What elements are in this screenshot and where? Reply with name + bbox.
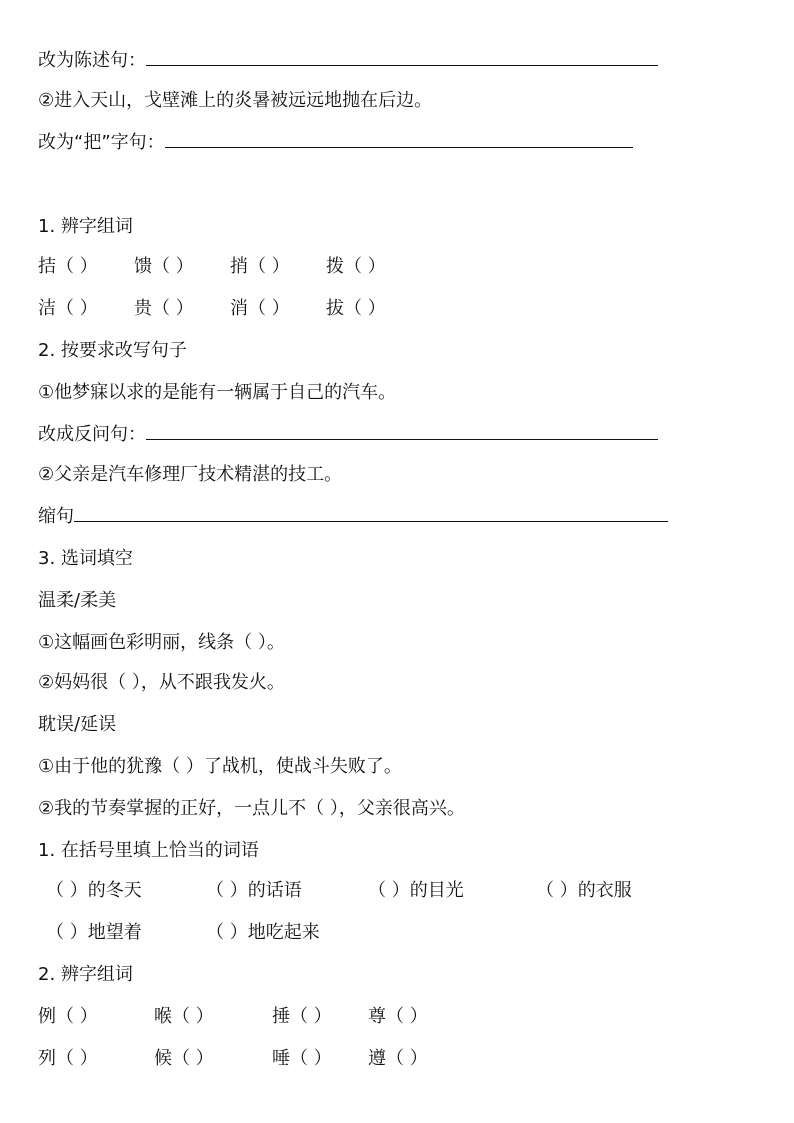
char-item: 贵（ ） — [134, 298, 194, 319]
char-item: 唾（ ） — [272, 1048, 332, 1069]
sentence-tianshan: ②进入天山，戈壁滩上的炎暑被远远地抛在后边。 — [38, 90, 433, 111]
word-item: ②我的节奏掌握的正好，一点儿不（ ），父亲很高兴。 — [38, 798, 465, 819]
phrase-row-1 — [38, 876, 758, 906]
char-item: 拔（ ） — [326, 298, 386, 319]
char2-row-2 — [38, 1044, 758, 1074]
section-heading-rewrite: 2. 按要求改写句子 — [38, 340, 187, 361]
phrase-item: （ ）地望着 — [46, 922, 142, 943]
char-item: 候（ ） — [154, 1048, 214, 1069]
char-row-2 — [38, 294, 758, 324]
section-heading-bianzi-2: 2. 辨字组词 — [38, 964, 133, 985]
answer-blank[interactable] — [146, 47, 658, 66]
section-heading-choose-word: 3. 选词填空 — [38, 548, 133, 569]
char-item: 捎（ ） — [230, 256, 290, 277]
word-item: ①由于他的犹豫（ ）了战机，使战斗失败了。 — [38, 756, 402, 777]
rewrite-ba-line — [38, 128, 633, 158]
answer-blank[interactable] — [74, 503, 668, 522]
char2-row-1 — [38, 1002, 758, 1032]
char-item: 馈（ ） — [134, 256, 194, 277]
phrase-item: （ ）的目光 — [368, 880, 464, 901]
char-item: 例（ ） — [38, 1006, 98, 1027]
phrase-item: （ ）地吃起来 — [206, 922, 320, 943]
char-row-1 — [38, 252, 758, 282]
phrase-item: （ ）的衣服 — [536, 880, 632, 901]
word-group-2: 耽误/延误 — [38, 714, 117, 735]
char-item: 喉（ ） — [154, 1006, 214, 1027]
phrase-item: （ ）的冬天 — [46, 880, 142, 901]
phrase-item: （ ）的话语 — [206, 880, 302, 901]
char-item: 遵（ ） — [368, 1048, 428, 1069]
rewrite-statement-line — [38, 46, 658, 76]
char-item: 尊（ ） — [368, 1006, 428, 1027]
rhetorical-question-line — [38, 420, 658, 450]
rewrite-statement-label: 改为陈述句： — [38, 50, 146, 71]
phrase-row-2 — [38, 918, 758, 948]
char-item: 消（ ） — [230, 298, 290, 319]
rewrite-ba-label: 改为“把”字句： — [38, 132, 165, 153]
shorten-sentence-label: 缩句 — [38, 506, 74, 527]
char-item: 洁（ ） — [38, 298, 98, 319]
sentence-father: ②父亲是汽车修理厂技术精湛的技工。 — [38, 464, 343, 485]
word-item: ①这幅画色彩明丽，线条（ ）。 — [38, 632, 285, 653]
char-item: 拨（ ） — [326, 256, 386, 277]
answer-blank[interactable] — [146, 421, 658, 440]
sentence-dream-car: ①他梦寐以求的是能有一辆属于自己的汽车。 — [38, 382, 397, 403]
char-item: 拮（ ） — [38, 256, 98, 277]
answer-blank[interactable] — [165, 129, 633, 148]
char-item: 列（ ） — [38, 1048, 98, 1069]
word-group-1: 温柔/柔美 — [38, 590, 117, 611]
section-heading-bianzi: 1. 辨字组词 — [38, 216, 133, 237]
rhetorical-question-label: 改成反问句： — [38, 424, 146, 445]
section-heading-fill-words: 1. 在括号里填上恰当的词语 — [38, 840, 259, 861]
shorten-sentence-line — [38, 502, 668, 532]
char-item: 捶（ ） — [272, 1006, 332, 1027]
word-item: ②妈妈很（ ），从不跟我发火。 — [38, 672, 285, 693]
